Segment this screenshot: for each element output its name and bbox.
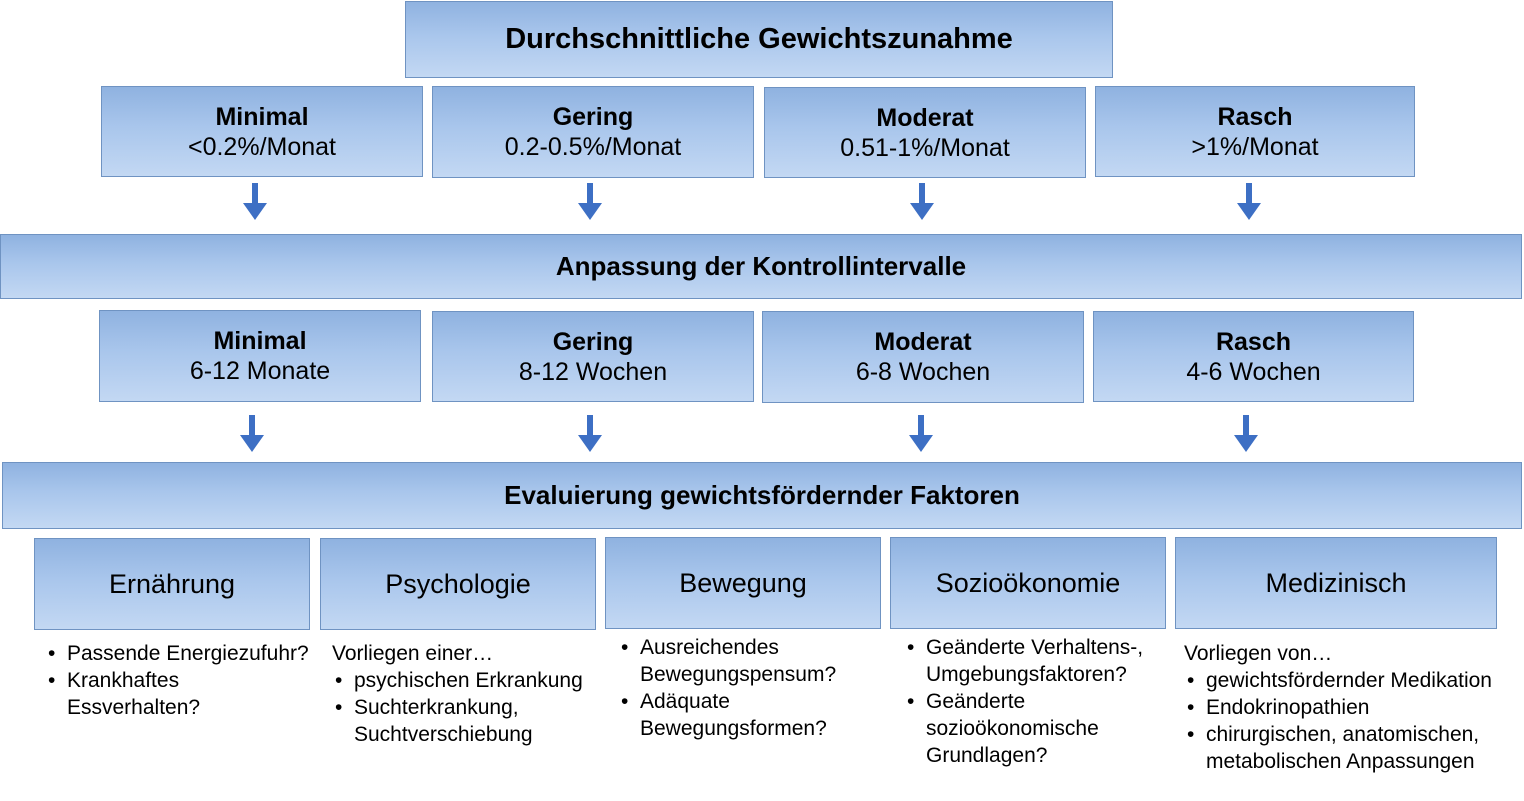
factor-ernaehrung-notes (45, 640, 315, 721)
weight-gain-gering-box (432, 86, 754, 178)
factors-title-box (2, 462, 1522, 529)
category-value: 6-8 Wochen (855, 358, 991, 386)
category-value: 8-12 Wochen (518, 357, 668, 386)
factor-medizinisch-box (1175, 537, 1497, 629)
factor-name: Psychologie (385, 568, 531, 599)
category-value: >1%/Monat (1191, 132, 1319, 161)
interval-gering-box (432, 311, 754, 402)
arrow-down-icon (909, 415, 933, 453)
category-value: 0.2-0.5%/Monat (504, 133, 682, 161)
arrow-down-icon (1237, 183, 1261, 221)
category-value: <0.2%/Monat (187, 132, 336, 161)
category-name: Moderat (874, 328, 972, 356)
weight-gain-title: Durchschnittliche Gewichtszunahme (505, 23, 1013, 55)
factor-ernaehrung-box (34, 538, 310, 630)
factor-name: Bewegung (679, 567, 807, 598)
list-item: • Adäquate Bewegungsformen? (618, 688, 878, 742)
category-name: Rasch (1215, 327, 1292, 356)
category-value: 4-6 Wochen (1186, 357, 1321, 386)
list-item: • Suchterkrankung, Suchtverschiebung (332, 694, 592, 748)
arrow-down-icon (578, 415, 602, 453)
interval-title: Anpassung der Kontrollintervalle (555, 251, 967, 281)
factor-soziooekonomie-notes (904, 634, 1170, 769)
factor-soziooekonomie-box (890, 537, 1166, 629)
category-value: 6-12 Monate (189, 357, 331, 385)
arrow-down-icon (910, 183, 934, 221)
factor-psychologie-notes (332, 640, 592, 748)
category-name: Minimal (213, 327, 307, 355)
category-name: Gering (552, 327, 634, 356)
list-item: • Passende Energiezufuhr? (45, 640, 315, 667)
list-item: • Geänderte sozioökonomische Grundlagen? (904, 688, 1170, 769)
factor-name: Ernährung (108, 568, 236, 599)
list-item: • Geänderte Verhaltens-, Umgebungsfaktoren? (904, 634, 1170, 688)
category-value: 0.51-1%/Monat (840, 133, 1010, 162)
factor-bewegung-box (605, 537, 881, 629)
factor-bewegung-notes (618, 634, 878, 742)
factors-title: Evaluierung gewichtsfördernder Faktoren (504, 480, 1020, 510)
weight-gain-title-box (405, 1, 1113, 78)
notes-intro: Vorliegen von… (1184, 642, 1333, 665)
arrow-down-icon (1234, 415, 1258, 453)
interval-rasch-box (1093, 311, 1414, 402)
factor-name: Medizinisch (1265, 567, 1407, 598)
category-name: Minimal (215, 102, 309, 131)
list-item: • Ausreichendes Bewegungspensum? (618, 634, 878, 688)
weight-gain-moderat-box (764, 87, 1086, 178)
weight-gain-minimal-box (101, 86, 423, 177)
interval-minimal-box (99, 310, 421, 402)
arrow-down-icon (240, 415, 264, 453)
category-name: Rasch (1217, 102, 1293, 131)
interval-title-box (0, 234, 1522, 299)
interval-moderat-box (762, 311, 1084, 403)
factor-medizinisch-notes (1184, 640, 1514, 775)
factor-name: Sozioökonomie (935, 567, 1121, 598)
arrow-down-icon (578, 183, 602, 221)
arrow-down-icon (243, 183, 267, 221)
list-item: • Krankhaftes Essverhalten? (45, 667, 315, 721)
factor-psychologie-box (320, 538, 596, 630)
category-name: Moderat (876, 103, 974, 132)
notes-intro: Vorliegen einer… (332, 642, 494, 665)
list-item: • psychischen Erkrankung (332, 667, 592, 694)
list-item: • gewichtsfördernder Medikation (1184, 667, 1514, 694)
list-item: • Endokrinopathien (1184, 694, 1514, 721)
weight-gain-rasch-box (1095, 86, 1415, 177)
category-name: Gering (552, 103, 634, 131)
list-item: • chirurgischen, anatomischen, metabolischen Anpassungen (1184, 721, 1514, 775)
